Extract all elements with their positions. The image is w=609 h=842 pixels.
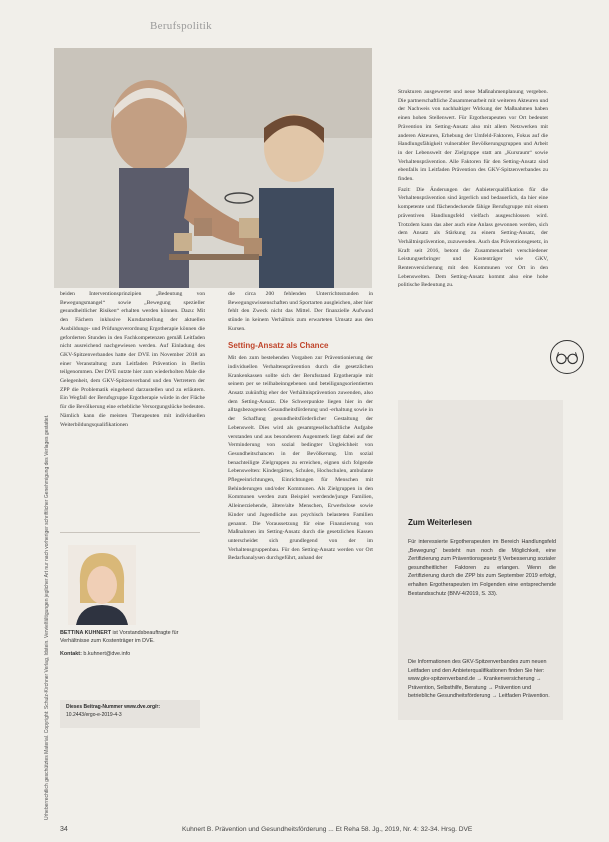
author-role: ist Vorstandsbeauftragte für Verhältnisse zum Kostenträger im DVE.	[60, 630, 179, 644]
further-reading-links: Die Informationen des GKV-Spitzenverbandes zum neuen Leitfaden und den Anbieterqualifikationen finden Sie hier: www.gkv-spitzenverband.de → Krankenversicherung → Prävention, Selbsthilfe, Beratung → Prävention und betriebliche Gesundheitsförderung → Leitfaden Prävention.	[408, 659, 550, 700]
paragraph: Fazit: Die Änderungen der Anbieterqualifikation für die Verhaltensprävention sind ärgerlich und bedauerlich, da hier eine kompetente und flächendeckende fähige Berufsgruppe mit einem präventiven Handlungsfeld vielfach ausgeschlossen wird. Trotzdem kann das aber auch eine Anlass gewonnen werden, sich dem Ansatz als Stärkung zu einem Setting-Ansatz, der Verhältnisprävention, zuzuwenden. Auch das Präventionsgesetz, in Kraft seit 2016, betont die Zusammenarbeit verschiedener Leistungserbringer und Kostenträger wie GKV, Rentenversicherung mit den Kommunen vor Ort in den Lebenswelten. Dem Setting-Ansatz kommt also eine hohe politische Bedeutung zu.	[398, 186, 548, 289]
copyright-text: Urheberrechtlich geschütztes Material. Copyright: Schulz-Kirchner Verlag, Idstein. Vervielfältigungen jeglicher Art nur nach vorheriger schriftlicher Genehmigung des Verlages gestattet.	[44, 414, 50, 820]
article-id-title: Dieses Beitrag-Nummer www.dve.org/r:	[66, 704, 161, 710]
paragraph: Mit den zum bestehenden Vorgaben zur Präventionierung der individuellen Verhaltensprävention durch die gesetzlichen Krankenkassen sollte sich der Berufsstand Ergotherapie mit seinem per se teilhabeinngebenen und beteiligungsorientierten Ansatz zukünftig eher der Verhältnisprävention zuwenden, also dem Setting-Ansatz. Die Schwerpunkte liegen hier in der alltagsbezogenen Gesundheitsförderung und -erhaltung sowie in der Schaffung gesundheitsförderlicher Gestaltung der Lebenswelt. Dies wird als gesamtgesellschaftliche Aufgabe verstanden und aus besonderem Augenmerk liegt dabei auf der Verminderung von sozial bedingter Ungleichheit von Gesundheitschancen in der Bevölkerung. Um sozial benachteiligte Zielgruppen zu erreichen, eignen sich folgende Lebenswelten: Kindergärten, Schulen, Hochschulen, ambulante Pflegeeinrichtungen, Einrichtungen für Menschen mit Behinderungen und/oder Kommunen. Als Zielgruppen in den Kommunen werden zum Beispiel werdende/junge Familien, Alleinerziehende, ältere/alte Menschen, Erwerbslose sowie Kinder und Jugendliche aus psychisch belasteten Familien genannt. Die Voraussetzung für eine Finanzierung von Maßnahmen im Setting-Ansatz durch die gesetzlichen Kassen unterscheidet sich grundlegend von der im Verhaltensgruppenbau. Für den Setting-Ansatz werden vor Ort Bedarfsanalysen durchgeführt, anhand der	[228, 355, 373, 562]
further-reading-box	[398, 400, 563, 720]
article-photo	[54, 48, 372, 288]
subheading: Setting-Ansatz als Chance	[228, 340, 329, 350]
section-header: Berufspolitik	[150, 20, 212, 32]
author-portrait	[68, 545, 136, 625]
contact-label: Kontakt:	[60, 651, 82, 657]
text-column-right	[398, 88, 548, 290]
paragraph: die circa 200 fehlenden Unterrichtsstunden in Bewegungswissenschaften und Sportarten ausgleichen, aber hier fehlt den Zweck nicht das Mittel. Der finanzielle Aufwand stünde in keinem Verhältnis zum erwarteten Umsatz aus den Kursen.	[228, 291, 373, 332]
text-column-left	[60, 290, 205, 429]
author-bio	[60, 629, 200, 645]
text-column-middle	[228, 290, 373, 563]
glasses-icon	[550, 340, 584, 374]
citation-footer: Kuhnert B. Prävention und Gesundheitsförderung ... Et Reha 58. Jg., 2019, Nr. 4: 32-34. Hrsg. DVE	[182, 826, 473, 833]
paragraph: beiden Interventionsprinzipien „Bedeutung von Bewegungsmangel“ sowie „Bewegung spezieller gesundheitlicher Risiken“ erhalten werden können. Dazu: Mit den Fächern inklusive Kursdarstellung der aktuellen Ausbildungs- und Prüfungsverordnung Ergotherapie können die geforderten Stunden in den Fachkompetenzen gemäß Leitfaden nicht ausreichend nachgewiesen werden. Auf Einladung des GKV-Spitzenverbandes hatte der DVE im November 2018 an einer Veranstaltung zum Leitfaden Prävention in Berlin teilgenommen. Der DVE nutzte hier zum wiederholten Male die Gelegenheit, dem GKV-Spitzenverband und den Vertretern der ZPP die Problematik eingehend darzustellen und zu erläutern. Ein Wegfall der Berufsgruppe Ergotherapie würde in der Fläche für die Bevölkerung eine erhebliche Versorgungslücke bedeuten. Nämlich kann die meisten Therapeuten mit individuellen Weiterbildungsqualifikationen	[60, 291, 205, 428]
article-doi: 10.2443/ergo-e-2019-4-3	[66, 711, 122, 718]
further-reading-body: Für interessierte Ergotherapeuten im Bereich Handlungsfeld „Bewegung“ besteht nun noch die Möglichkeit, eine Zertifizierung zum Präventionsgesetz § Verbesserung sozialer gesundheitlicher Faktoren zu erlangen. Wenn die Zertifizierung durch die ZPP bis zum September 2019 erfolgt, erhalten Ergotherapeuten im Folgenden eine entsprechende Bestandsschutz (BNV-4/2019, S. 33).	[408, 539, 557, 597]
author-box	[60, 545, 200, 675]
author-name: BETTINA KUHNERT	[60, 630, 112, 636]
page-number: 34	[60, 826, 68, 833]
contact-email[interactable]: b.kuhnert@dve.info	[83, 651, 131, 657]
paragraph: Strukturen ausgewertet und neue Maßnahmenplanung vergeben. Die partnerschaftliche Zusammenarbeit mit weiteren Akteuren und der Nachweis von nachhaltiger Wirkung der Maßnahmen haben einen hohen Stellenwert. Für Ergotherapeuten vor Ort bedeutet Prävention im Setting-Ansatz also mit allem Netzwerken mit anderen Akteuren, Erhebung der Umfeld-Faktoren, Fokus auf die Handlungsfähigkeit vulnerabler Bevölkerungsgruppen und Arbeit in der Lebenswelt der Zielgruppe statt am „Kursraum“ sowie Verhaltensprävention. Alle Faktoren für den Setting-Ansatz sind ebenfalls im Leitfaden Prävention des GKV-Spitzenverbandes zu finden.	[398, 89, 548, 183]
divider	[60, 532, 200, 533]
author-contact	[60, 651, 200, 657]
further-reading-title: Zum Weiterlesen	[408, 518, 472, 527]
copyright-sidebar	[34, 60, 50, 820]
article-id-box	[60, 700, 200, 728]
